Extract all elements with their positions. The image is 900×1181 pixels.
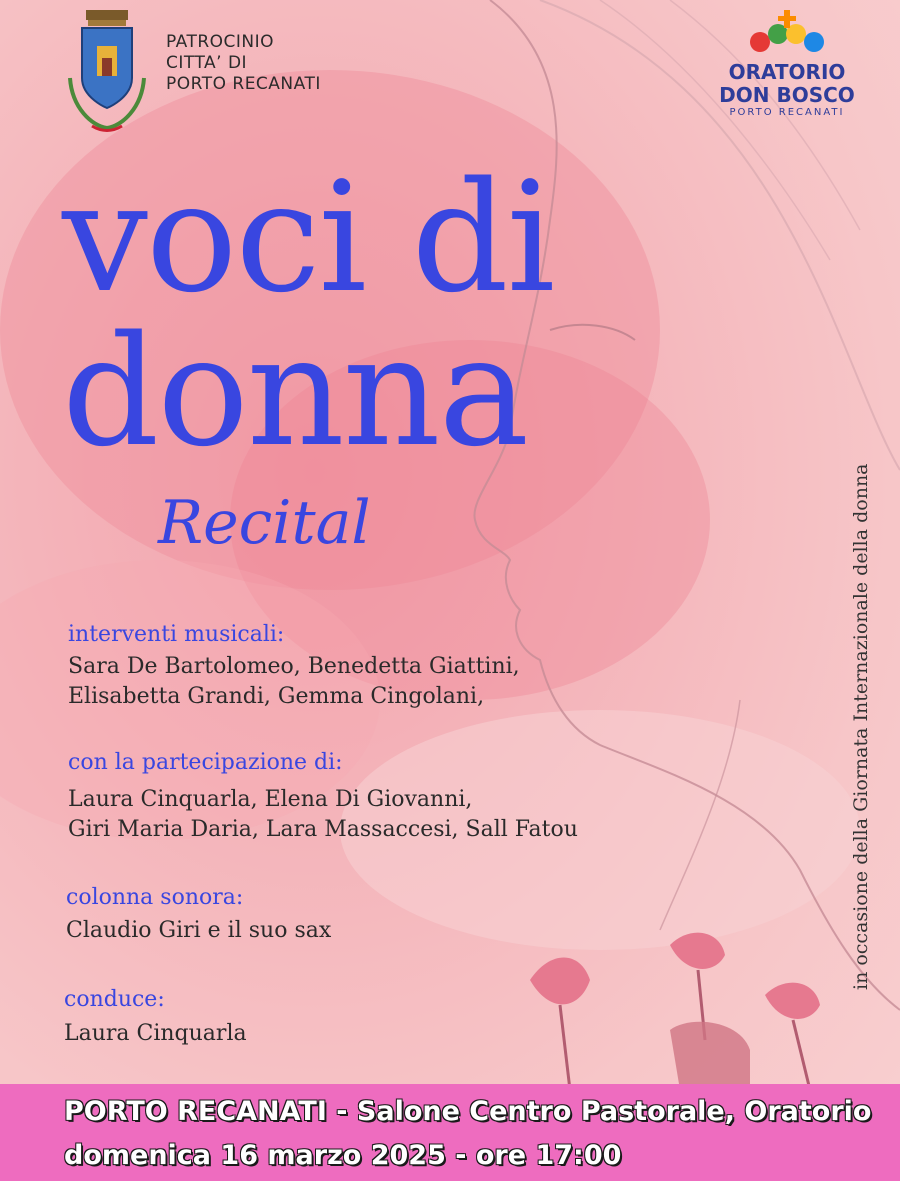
section-names [68, 785, 578, 845]
oratorio-logo [712, 8, 862, 116]
name-line: Elisabetta Grandi, Gemma Cingolani, [68, 684, 485, 709]
occasion-vertical-text: in occasione della Giornata Internazionale della donna [850, 463, 872, 990]
oratorio-location: PORTO RECANATI [729, 107, 845, 118]
city-crest-icon [62, 8, 152, 136]
name-line: Laura Cinquarla [64, 1021, 247, 1046]
patronage-line: PORTO RECANATI [166, 74, 321, 94]
name-line: Giri Maria Daria, Lara Massaccesi, Sall Fatou [68, 817, 578, 842]
date-time-text: domenica 16 marzo 2025 - ore 17:00 [64, 1140, 622, 1171]
title-line2: donna [62, 303, 528, 480]
section-heading: conduce: [64, 987, 165, 1012]
section-heading: interventi musicali: [68, 622, 285, 647]
patronage-line: PATROCINIO [166, 32, 275, 52]
section-names [64, 1019, 247, 1049]
section-names [66, 916, 331, 946]
title-line1: voci di [62, 149, 554, 326]
section-heading: con la partecipazione di: [68, 750, 343, 775]
name-line: Claudio Giri e il suo sax [66, 918, 332, 943]
name-line: Laura Cinquarla, Elena Di Giovanni, [68, 787, 473, 812]
subtitle: Recital [158, 488, 371, 558]
oratorio-logo-icon [712, 8, 862, 62]
patronage-line: CITTA’ DI [166, 53, 248, 73]
section-names [68, 652, 520, 712]
patronage-text [166, 32, 321, 95]
name-line: Sara De Bartolomeo, Benedetta Giattini, [68, 654, 520, 679]
section-heading: colonna sonora: [66, 885, 244, 910]
oratorio-name-line1: ORATORIO [728, 60, 846, 84]
event-banner [0, 1084, 900, 1181]
flowers-illustration [510, 920, 850, 1090]
oratorio-name-line2: DON BOSCO [719, 83, 855, 107]
venue-text: PORTO RECANATI - Salone Centro Pastorale, Oratorio [64, 1096, 872, 1127]
